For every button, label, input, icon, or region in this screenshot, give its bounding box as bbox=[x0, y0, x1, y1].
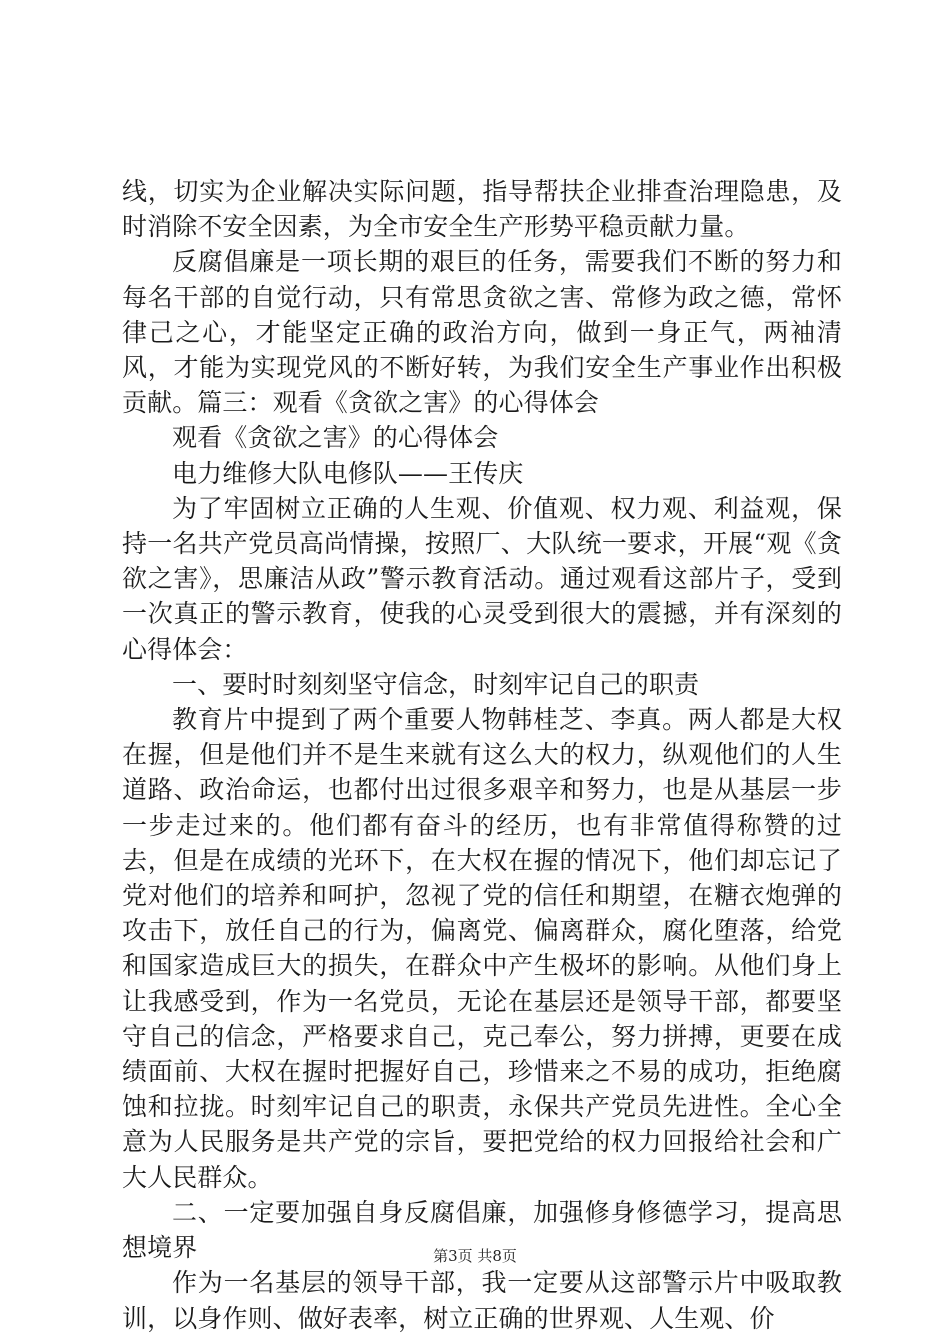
author-line: 电力维修大队电修队——王传庆 bbox=[172, 458, 524, 488]
heading-point-2: 二、一定要加强自身反腐倡廉，加强修身修德学习，提高思想境界 bbox=[122, 1197, 842, 1263]
paragraph-point-2: 作为一名基层的领导干部，我一定要从这部警示片中吸取教训，以身作则、做好表率，树立正确的世界观、人生观、价 bbox=[122, 1268, 842, 1333]
page-footer: 第3页 共8页 bbox=[433, 1247, 517, 1265]
document-body bbox=[122, 174, 842, 1336]
heading-point-1: 一、要时时刻刻坚守信念，时刻牢记自己的职责 bbox=[172, 669, 700, 699]
paragraph-point-1: 教育片中提到了两个重要人物韩桂芝、李真。两人都是大权在握，但是他们并不是生来就有这么大的权力，纵观他们的人生道路、政治命运，也都付出过很多艰辛和努力，也是从基层一步一步走过来的。他们都有奋斗的经历，也有非常值得称赞的过去，但是在成绩的光环下，在大权在握的情况下，他们却忘记了党对他们的培养和呵护，忽视了党的信任和期望，在糖衣炮弹的攻击下，放任自己的行为，偏离党、偏离群众，腐化堕落，给党和国家造成巨大的损失，在群众中产生极坏的影响。从他们身上让我感受到，作为一名党员，无论在基层还是领导干部，都要坚守自己的信念，严格要求自己，克己奉公，努力拼搏，更要在成绩面前、大权在握时把握好自己，珍惜来之不易的成功，拒绝腐蚀和拉拢。时刻牢记自己的职责，永保共产党员先进性。全心全意为人民服务是共产党的宗旨，要把党给的权力回报给社会和广大人民群众。 bbox=[122, 705, 842, 1192]
section-title: 观看《贪欲之害》的心得体会 bbox=[172, 423, 499, 453]
paragraph-1: 线，切实为企业解决实际问题，指导帮扶企业排查治理隐患，及时消除不安全因素，为全市安全生产形势平稳贡献力量。 bbox=[122, 177, 842, 242]
paragraph-2: 反腐倡廉是一项长期的艰巨的任务，需要我们不断的努力和每名干部的自觉行动，只有常思贪欲之害、常修为政之德，常怀律己之心，才能坚定正确的政治方向，做到一身正气，两袖清风，才能为实现党风的不断好转，为我们安全生产事业作出积极贡献。篇三：观看《贪欲之害》的心得体会 bbox=[122, 247, 842, 418]
paragraph-intro: 为了牢固树立正确的人生观、价值观、权力观、利益观，保持一名共产党员高尚情操，按照厂、大队统一要求，开展“观《贪欲之害》，思廉洁从政”警示教育活动。通过观看这部片子，受到一次真正的警示教育，使我的心灵受到很大的震撼，并有深刻的心得体会： bbox=[122, 493, 842, 664]
